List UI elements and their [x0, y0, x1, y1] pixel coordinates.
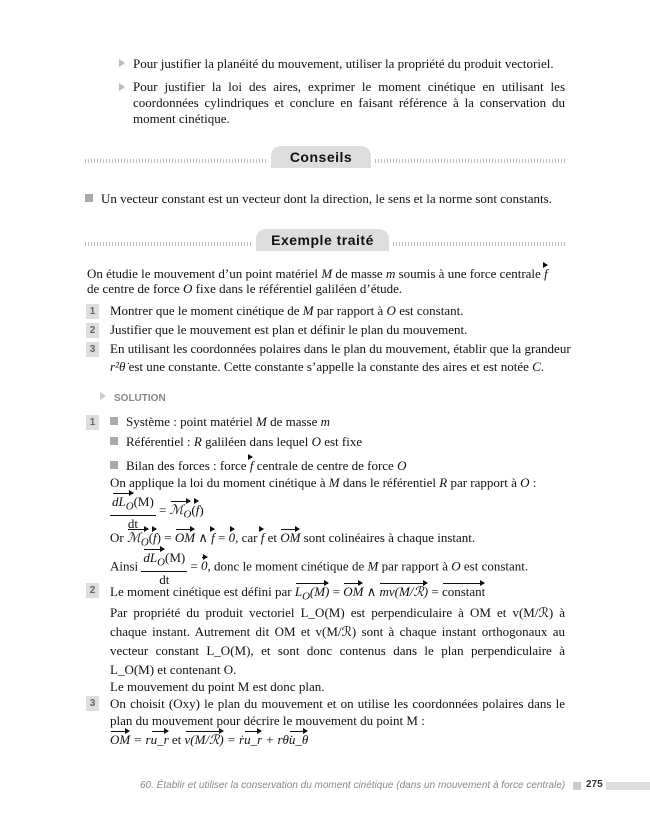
tip-text: Pour justifier la planéité du mouvement, utiliser la propriété du produit vectoriel. — [133, 56, 554, 71]
section-header-conseils — [85, 146, 565, 168]
tip-item — [119, 79, 565, 127]
triangle-bullet-icon — [100, 392, 106, 400]
tip-text: Pour justifier la loi des aires, exprimer le moment cinétique en utilisant les coordonnées cylindriques et conclure en faisant référence à la conservation du moment cinétique. — [133, 79, 565, 126]
question-1: Montrer que le moment cinétique de M par rapport à O est constant. — [110, 303, 464, 318]
equation-moment: $\frac{dL_O(M)}{dt}$ = ℳ$_O$(f) — [112, 494, 204, 531]
triangle-bullet-icon — [119, 59, 125, 67]
tip-item — [119, 56, 554, 72]
footer-bar — [606, 782, 650, 790]
divider — [85, 159, 268, 163]
divider — [375, 159, 565, 163]
square-bullet-icon — [110, 417, 118, 425]
solution-line: Ainsi $\frac{dL_O(M)}{dt}$ = 0, donc le moment cinétique de M par rapport à O est constant. — [110, 550, 529, 587]
section-title: Exemple traité — [256, 229, 389, 251]
solution-paragraph: Par propriété du produit vectoriel L_O(M) est perpendiculaire à OM et v(M/ℛ) à chaque instant. Autrement dit OM et v(M/ℛ) sont à chaque instant orthogonaux au vecteur constant L_O(M), et sont donc contenus dans le plan perpendiculaire à L_O(M) et contenant O. — [110, 605, 565, 677]
solution-label: SOLUTION — [100, 392, 166, 404]
question-3: En utilisant les coordonnées polaires dans le plan du mouvement, établir que la grandeur — [110, 341, 571, 356]
section-title: Conseils — [271, 146, 371, 168]
solution-line: Le moment cinétique est défini par $L_O(M)$ = OM ∧ mv(M/ℛ) = constant — [110, 584, 486, 603]
solution-line: Le mouvement du point M est donc plan. — [110, 679, 325, 694]
square-bullet-icon — [110, 437, 118, 445]
conseil-item — [85, 191, 552, 207]
solution-line: On applique la loi du moment cinétique à M dans le référentiel R par rapport à O : — [110, 475, 537, 490]
equation-polar: OM = ru_r et v(M/ℛ) = ṙu_r + rθ̇u_θ — [110, 732, 309, 747]
square-bullet-icon — [110, 461, 118, 469]
question-number: 2 — [86, 323, 99, 338]
question-number: 1 — [86, 304, 99, 319]
divider — [85, 242, 253, 246]
solution-number: 2 — [86, 583, 99, 598]
vector-f: f — [544, 266, 548, 281]
question-3-cont: r²θ̇ est une constante. Cette constante s’appelle la constante des aires et est notée C. — [110, 359, 545, 374]
solution-paragraph: On choisit (Oxy) le plan du mouvement et on utilise les coordonnées polaires dans le plan du mouvement pour décrire le mouvement du point M : — [110, 696, 565, 728]
section-header-exemple — [85, 229, 565, 251]
solution-line: Or ℳ$_O$(f) = OM ∧ f = 0, car f et OM sont colinéaires à chaque instant. — [110, 530, 476, 549]
intro-line: de centre de force O fixe dans le référentiel galiléen d’étude. — [87, 281, 403, 296]
conseil-text: Un vecteur constant est un vecteur dont la direction, le sens et la norme sont constants. — [101, 191, 552, 206]
footer-title: 60. Établir et utiliser la conservation du moment cinétique (dans un mouvement à force centrale) — [140, 780, 566, 791]
square-bullet-icon — [85, 194, 93, 202]
footer — [140, 780, 565, 791]
solution-number: 3 — [86, 696, 99, 711]
question-2: Justifier que le mouvement est plan et définir le plan du mouvement. — [110, 322, 468, 337]
solution-line: Référentiel : R galiléen dans lequel O est fixe — [110, 434, 362, 450]
solution-line: Système : point matériel M de masse m — [110, 414, 330, 430]
triangle-bullet-icon — [119, 83, 125, 91]
page-number: 275 — [586, 779, 603, 790]
intro-line: On étudie le mouvement d’un point matériel M de masse m soumis à une force centrale f — [87, 266, 548, 281]
question-number: 3 — [86, 342, 99, 357]
footer-square-icon — [573, 782, 581, 790]
solution-number: 1 — [86, 415, 99, 430]
solution-line: Bilan des forces : force f centrale de centre de force O — [110, 456, 406, 474]
divider — [393, 242, 565, 246]
